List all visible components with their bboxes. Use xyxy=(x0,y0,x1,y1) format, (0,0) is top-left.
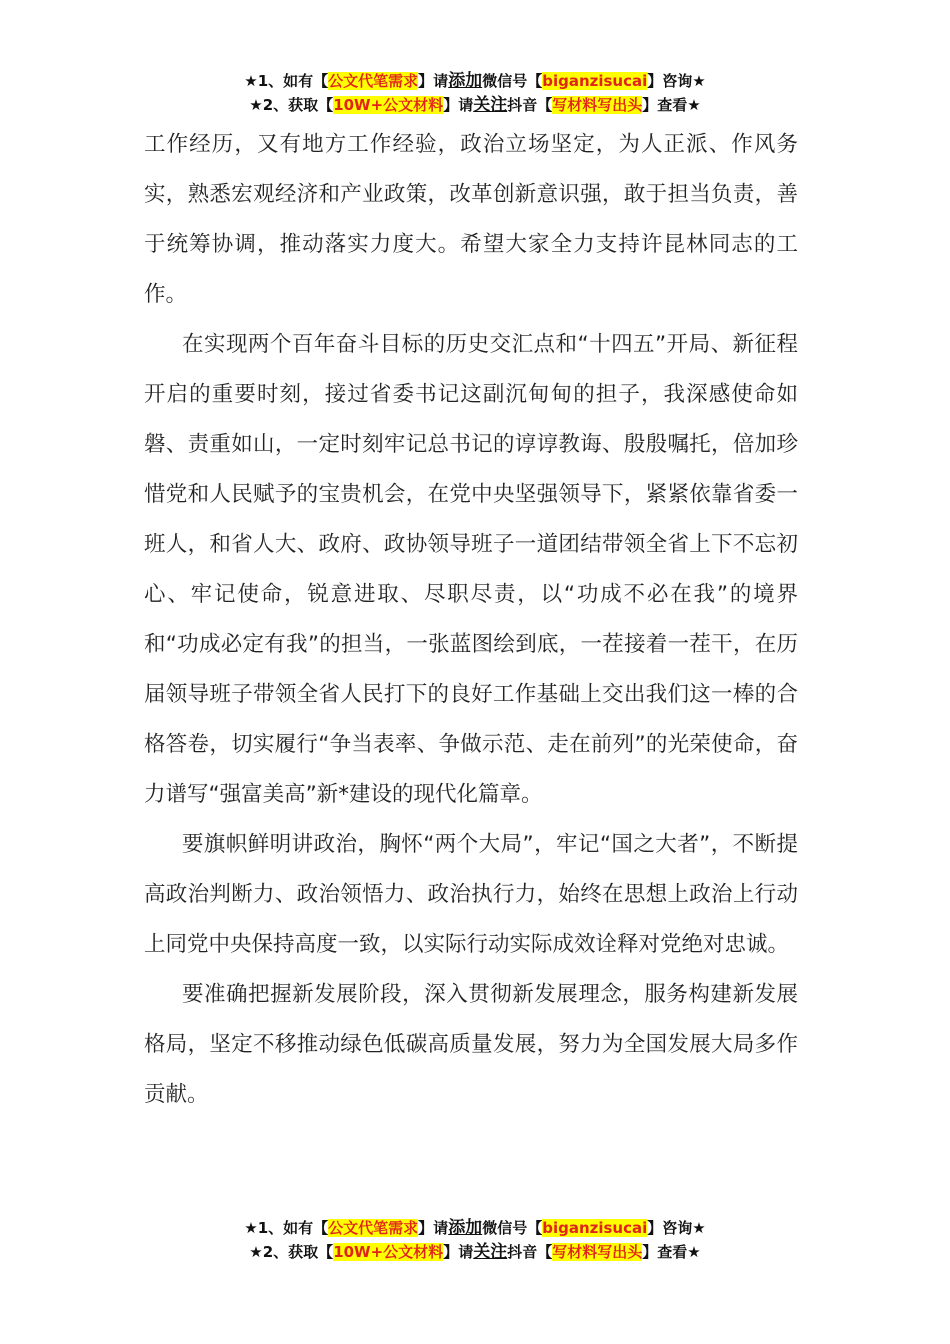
banner-text: ★1、如有【 xyxy=(244,72,329,90)
banner-line-1 xyxy=(0,1216,950,1240)
banner-highlight: 写材料写出头 xyxy=(552,96,643,114)
footer-banner xyxy=(0,1216,950,1264)
banner-highlight: biganzisucai xyxy=(542,72,648,90)
banner-highlight: 10W+公文材料 xyxy=(333,1243,444,1261)
banner-highlight: 写材料写出头 xyxy=(552,1243,643,1261)
banner-text: 】咨询★ xyxy=(647,1219,706,1237)
paragraph: 要旗帜鲜明讲政治，胸怀“两个大局”，牢记“国之大者”，不断提高政治判断力、政治领悟力、政治执行力，始终在思想上政治上行动上同党中央保持高度一致，以实际行动实际成效诠释对党绝对忠诚。 xyxy=(144,832,798,957)
banner-underlined: 关注 xyxy=(473,95,508,115)
paragraph: 在实现两个百年奋斗目标的历史交汇点和“十四五”开局、新征程开启的重要时刻，接过省委书记这副沉甸甸的担子，我深感使命如磐、责重如山，一定时刻牢记总书记的谆谆教诲、殷殷嘱托，倍加珍惜党和人民赋予的宝贵机会，在党中央坚强领导下，紧紧依靠省委一班人，和省人大、政府、政协领导班子一道团结带领全省上下不忘初心、牢记使命，锐意进取、尽职尽责，以“功成不必在我”的境界和“功成必定有我”的担当，一张蓝图绘到底，一茬接着一茬干，在历届领导班子带领全省人民打下的良好工作基础上交出我们这一棒的合格答卷，切实履行“争当表率、争做示范、走在前列”的光荣使命，奋力谱写“强富美高”新*建设的现代化篇章。 xyxy=(144,332,798,807)
banner-highlight: 10W+公文材料 xyxy=(333,96,444,114)
banner-text: 抖音【 xyxy=(507,1243,553,1261)
banner-text: 】查看★ xyxy=(642,1243,701,1261)
banner-underlined: 添加 xyxy=(448,71,483,91)
banner-highlight: 公文代笔需求 xyxy=(328,72,419,90)
banner-text: ★2、获取【 xyxy=(249,96,334,114)
header-banner xyxy=(0,69,950,117)
banner-text: 】请 xyxy=(443,1243,474,1261)
banner-text: 微信号【 xyxy=(482,1219,543,1237)
banner-text: 】咨询★ xyxy=(647,72,706,90)
banner-line-2 xyxy=(0,1240,950,1264)
banner-text: 】请 xyxy=(443,96,474,114)
document-body xyxy=(144,120,798,1120)
banner-underlined: 添加 xyxy=(448,1218,483,1238)
paragraph: 工作经历，又有地方工作经验，政治立场坚定，为人正派、作风务实，熟悉宏观经济和产业政策，改革创新意识强，敢于担当负责，善于统筹协调，推动落实力度大。希望大家全力支持许昆林同志的工作。 xyxy=(144,132,798,307)
banner-text: ★1、如有【 xyxy=(244,1219,329,1237)
banner-text: 】查看★ xyxy=(642,96,701,114)
banner-text: 抖音【 xyxy=(507,96,553,114)
banner-text: 微信号【 xyxy=(482,72,543,90)
banner-highlight: 公文代笔需求 xyxy=(328,1219,419,1237)
banner-underlined: 关注 xyxy=(473,1242,508,1262)
banner-text: 】请 xyxy=(418,72,449,90)
paragraph: 要准确把握新发展阶段，深入贯彻新发展理念，服务构建新发展格局，坚定不移推动绿色低碳高质量发展，努力为全国发展大局多作贡献。 xyxy=(144,982,798,1107)
banner-text: ★2、获取【 xyxy=(249,1243,334,1261)
banner-line-2 xyxy=(0,93,950,117)
banner-line-1 xyxy=(0,69,950,93)
banner-text: 】请 xyxy=(418,1219,449,1237)
banner-highlight: biganzisucai xyxy=(542,1219,648,1237)
